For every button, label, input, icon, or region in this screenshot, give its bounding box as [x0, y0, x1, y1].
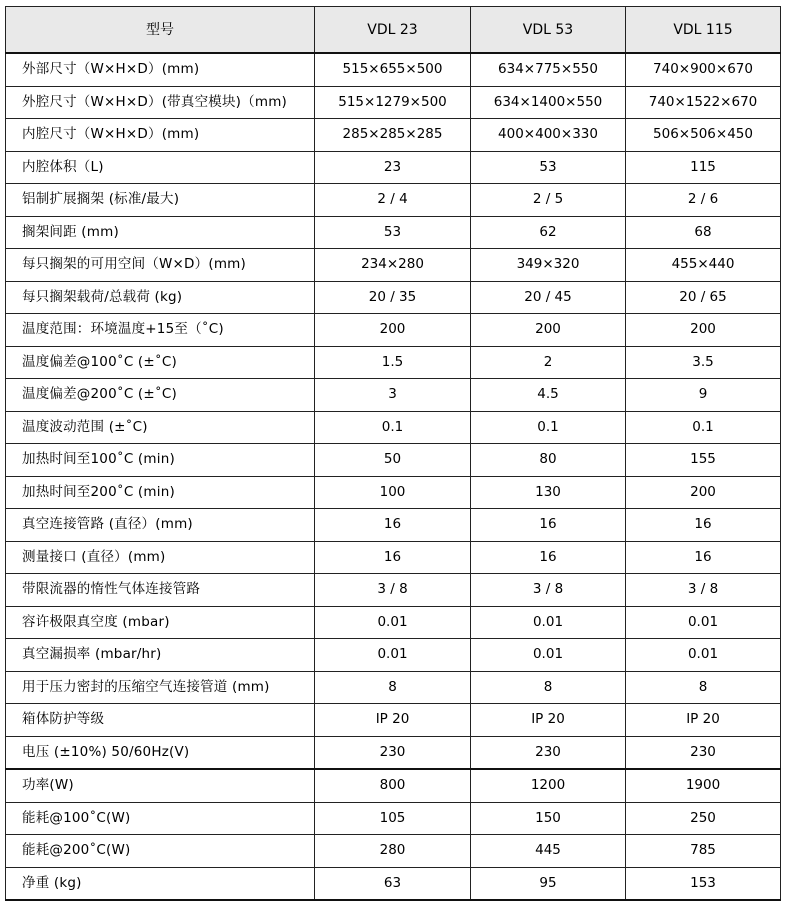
table-cell: 20 / 35 — [315, 281, 471, 314]
table-cell: 2 / 4 — [315, 184, 471, 217]
table-cell: 200 — [626, 314, 781, 347]
row-label: 温度偏差@100˚C (±˚C) — [6, 346, 315, 379]
table-cell: 280 — [315, 835, 471, 868]
table-cell: 0.01 — [315, 639, 471, 672]
table-cell: 3 / 8 — [471, 574, 626, 607]
table-cell: 16 — [471, 541, 626, 574]
table-cell: 8 — [626, 671, 781, 704]
table-cell: 1900 — [626, 769, 781, 802]
row-label: 每只搁架载荷/总载荷 (kg) — [6, 281, 315, 314]
table-cell: 50 — [315, 444, 471, 477]
table-cell: 4.5 — [471, 379, 626, 412]
table-cell: 8 — [315, 671, 471, 704]
table-cell: IP 20 — [315, 704, 471, 737]
table-cell: 400×400×330 — [471, 119, 626, 152]
table-cell: 0.01 — [471, 639, 626, 672]
row-label: 内腔尺寸（W×H×D）(mm) — [6, 119, 315, 152]
table-row — [6, 249, 781, 282]
table-cell: 234×280 — [315, 249, 471, 282]
model-header: VDL 23 — [315, 7, 471, 54]
table-cell: 130 — [471, 476, 626, 509]
table-cell: 634×775×550 — [471, 53, 626, 86]
table-header — [6, 7, 781, 54]
table-cell: 250 — [626, 802, 781, 835]
row-label: 测量接口 (直径）(mm) — [6, 541, 315, 574]
table-row — [6, 639, 781, 672]
table-cell: 0.01 — [626, 639, 781, 672]
table-cell: 0.01 — [471, 606, 626, 639]
table-body — [6, 53, 781, 900]
table-cell: 80 — [471, 444, 626, 477]
table-row — [6, 867, 781, 900]
table-cell: 16 — [471, 509, 626, 542]
row-label: 容许极限真空度 (mbar) — [6, 606, 315, 639]
row-label: 外部尺寸（W×H×D）(mm) — [6, 53, 315, 86]
table-cell: 349×320 — [471, 249, 626, 282]
row-label: 温度范围：环境温度+15至（˚C) — [6, 314, 315, 347]
table-cell: 3 / 8 — [626, 574, 781, 607]
table-cell: 3 — [315, 379, 471, 412]
header-row — [6, 7, 781, 54]
table-row — [6, 769, 781, 802]
table-cell: 785 — [626, 835, 781, 868]
table-cell: 200 — [626, 476, 781, 509]
table-cell: IP 20 — [626, 704, 781, 737]
table-cell: 740×1522×670 — [626, 86, 781, 119]
table-cell: IP 20 — [471, 704, 626, 737]
table-cell: 155 — [626, 444, 781, 477]
table-row — [6, 151, 781, 184]
row-label: 加热时间至200˚C (min) — [6, 476, 315, 509]
table-cell: 285×285×285 — [315, 119, 471, 152]
table-cell: 16 — [626, 541, 781, 574]
table-cell: 68 — [626, 216, 781, 249]
table-cell: 1.5 — [315, 346, 471, 379]
table-row — [6, 541, 781, 574]
table-cell: 100 — [315, 476, 471, 509]
row-label: 铝制扩展搁架 (标准/最大) — [6, 184, 315, 217]
table-cell: 515×1279×500 — [315, 86, 471, 119]
table-row — [6, 411, 781, 444]
table-cell: 634×1400×550 — [471, 86, 626, 119]
table-row — [6, 736, 781, 769]
row-label: 搁架间距 (mm) — [6, 216, 315, 249]
table-cell: 445 — [471, 835, 626, 868]
row-label: 温度波动范围 (±˚C) — [6, 411, 315, 444]
table-row — [6, 314, 781, 347]
table-cell: 800 — [315, 769, 471, 802]
table-cell: 2 — [471, 346, 626, 379]
row-label: 箱体防护等级 — [6, 704, 315, 737]
table-cell: 20 / 65 — [626, 281, 781, 314]
table-cell: 2 / 6 — [626, 184, 781, 217]
table-cell: 3.5 — [626, 346, 781, 379]
table-cell: 105 — [315, 802, 471, 835]
row-label: 内腔体积（L) — [6, 151, 315, 184]
table-cell: 8 — [471, 671, 626, 704]
table-cell: 62 — [471, 216, 626, 249]
table-cell: 1200 — [471, 769, 626, 802]
table-cell: 0.01 — [626, 606, 781, 639]
table-cell: 53 — [315, 216, 471, 249]
table-cell: 230 — [626, 736, 781, 769]
table-cell: 3 / 8 — [315, 574, 471, 607]
table-cell: 2 / 5 — [471, 184, 626, 217]
table-cell: 53 — [471, 151, 626, 184]
row-label: 功率(W) — [6, 769, 315, 802]
row-label: 每只搁架的可用空间（W×D）(mm) — [6, 249, 315, 282]
table-row — [6, 835, 781, 868]
table-cell: 200 — [315, 314, 471, 347]
table-cell: 515×655×500 — [315, 53, 471, 86]
table-cell: 16 — [626, 509, 781, 542]
table-row — [6, 119, 781, 152]
row-label: 加热时间至100˚C (min) — [6, 444, 315, 477]
table-cell: 0.1 — [315, 411, 471, 444]
table-row — [6, 444, 781, 477]
row-label: 能耗@100˚C(W) — [6, 802, 315, 835]
model-header: VDL 115 — [626, 7, 781, 54]
table-row — [6, 86, 781, 119]
table-row — [6, 216, 781, 249]
row-label: 电压 (±10%) 50/60Hz(V) — [6, 736, 315, 769]
table-row — [6, 671, 781, 704]
row-label: 用于压力密封的压缩空气连接管道 (mm) — [6, 671, 315, 704]
table-cell: 150 — [471, 802, 626, 835]
table-cell: 63 — [315, 867, 471, 900]
row-label: 真空漏损率 (mbar/hr) — [6, 639, 315, 672]
table-row — [6, 802, 781, 835]
table-row — [6, 606, 781, 639]
row-label: 温度偏差@200˚C (±˚C) — [6, 379, 315, 412]
table-row — [6, 53, 781, 86]
row-label: 外腔尺寸（W×H×D）(带真空模块)（mm) — [6, 86, 315, 119]
model-header: VDL 53 — [471, 7, 626, 54]
table-row — [6, 574, 781, 607]
model-label-header: 型号 — [6, 7, 315, 54]
table-cell: 153 — [626, 867, 781, 900]
table-cell: 740×900×670 — [626, 53, 781, 86]
table-row — [6, 281, 781, 314]
table-cell: 16 — [315, 541, 471, 574]
table-cell: 23 — [315, 151, 471, 184]
table-row — [6, 509, 781, 542]
table-cell: 0.01 — [315, 606, 471, 639]
table-cell: 455×440 — [626, 249, 781, 282]
spec-table — [5, 6, 781, 901]
table-cell: 9 — [626, 379, 781, 412]
table-row — [6, 476, 781, 509]
table-row — [6, 184, 781, 217]
table-cell: 230 — [471, 736, 626, 769]
table-row — [6, 346, 781, 379]
table-cell: 0.1 — [471, 411, 626, 444]
table-cell: 200 — [471, 314, 626, 347]
table-cell: 16 — [315, 509, 471, 542]
table-cell: 506×506×450 — [626, 119, 781, 152]
table-cell: 0.1 — [626, 411, 781, 444]
table-cell: 20 / 45 — [471, 281, 626, 314]
table-cell: 95 — [471, 867, 626, 900]
table-row — [6, 379, 781, 412]
table-row — [6, 704, 781, 737]
table-cell: 115 — [626, 151, 781, 184]
row-label: 净重 (kg) — [6, 867, 315, 900]
row-label: 真空连接管路 (直径）(mm) — [6, 509, 315, 542]
table-cell: 230 — [315, 736, 471, 769]
row-label: 带限流器的惰性气体连接管路 — [6, 574, 315, 607]
row-label: 能耗@200˚C(W) — [6, 835, 315, 868]
